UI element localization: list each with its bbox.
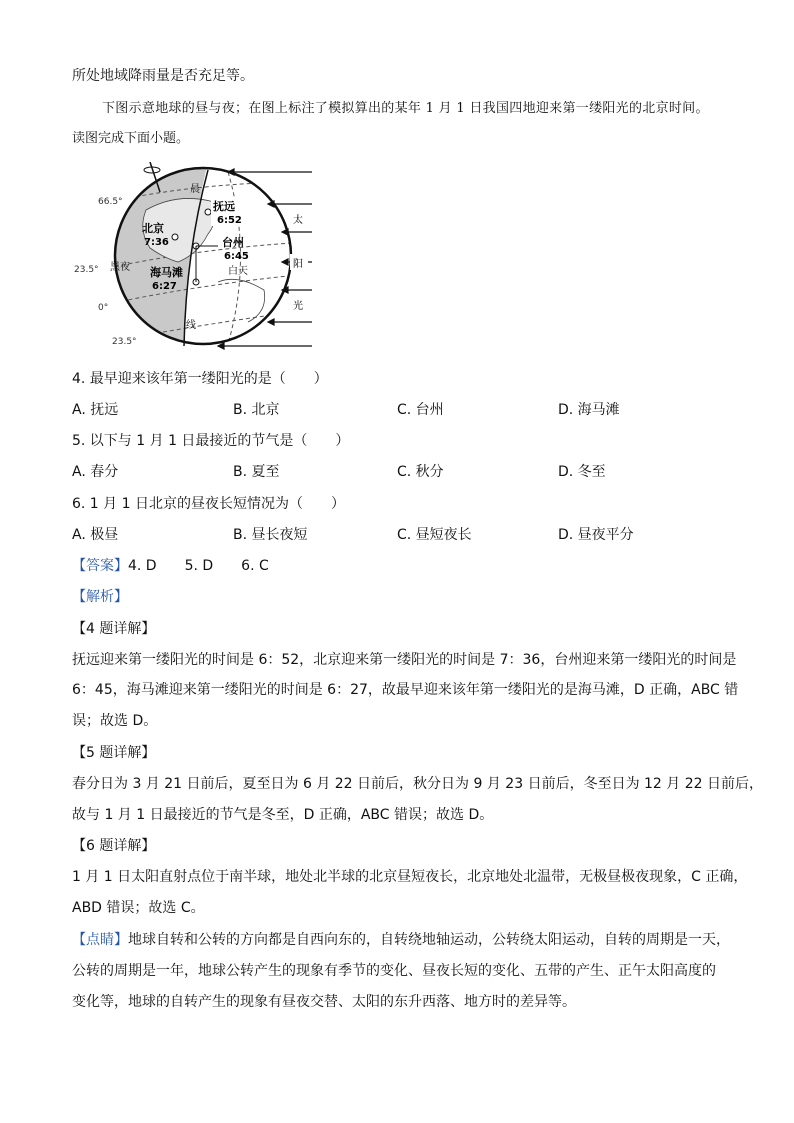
place-taizhou-time: 6:45 [224, 251, 249, 262]
chen-label: 晨 [190, 184, 200, 195]
q4-option-a[interactable]: A. 抚远 [72, 402, 119, 418]
sun-label-1: 太 [293, 215, 303, 226]
q6-option-b[interactable]: B. 昼长夜短 [233, 527, 308, 543]
place-fuyuan [211, 198, 242, 226]
place-beijing-name: 北京 [142, 222, 164, 235]
question-6-stem: 6. 1 月 1 日北京的昼夜长短情况为（ ） [72, 496, 345, 512]
place-fuyuan-time: 6:52 [217, 215, 242, 226]
lat-0-label: 0° [98, 303, 109, 313]
question-5-stem: 5. 以下与 1 月 1 日最接近的节气是（ ） [72, 433, 350, 449]
q4-option-b[interactable]: B. 北京 [233, 402, 280, 418]
q5-option-d[interactable]: D. 冬至 [558, 464, 606, 480]
detail-6-line-1: 1 月 1 日太阳直射点位于南半球，地处北半球的北京昼短夜长，北京地处北温带，无极昼极夜现象，C 正确， [72, 869, 748, 885]
detail-6-line-2: ABD 错误；故选 C。 [72, 900, 205, 916]
figure-caption-cont: 读图完成下面小题。 [72, 131, 190, 146]
analysis-tag: 【解析】 [72, 589, 128, 605]
place-taizhou-name: 台州 [222, 236, 244, 249]
question-4-stem: 4. 最早迎来该年第一缕阳光的是（ ） [72, 371, 328, 387]
night-label: 黑夜 [110, 262, 130, 273]
place-fuyuan-name: 抚远 [213, 200, 235, 213]
q5-option-a[interactable]: A. 春分 [72, 464, 119, 480]
place-haimatan-name: 海马滩 [150, 266, 183, 279]
earth-day-night-figure [68, 162, 318, 356]
tip-text-1: 地球自转和公转的方向都是自西向东的，自转绕地轴运动，公转绕太阳运动，自转的周期是一天， [128, 932, 730, 948]
q5-option-c[interactable]: C. 秋分 [397, 464, 444, 480]
detail-5-line-2: 故与 1 月 1 日最接近的节气是冬至，D 正确，ABC 错误；故选 D。 [72, 807, 494, 823]
tip-line-3: 变化等，地球的自转产生的现象有昼夜交替、太阳的东升西落、地方时的差异等。 [72, 994, 576, 1010]
xian-label: 线 [186, 320, 196, 331]
answer-text: 4. D 5. D 6. C [128, 558, 269, 574]
place-haimatan-time: 6:27 [152, 281, 177, 292]
lat-23n-label: 23.5° [74, 265, 99, 275]
day-label: 白天 [228, 266, 248, 277]
tip-line-2: 公转的周期是一年，地球公转产生的现象有季节的变化、昼夜长短的变化、五带的产生、正午太阳高度的 [72, 963, 716, 979]
detail-6-title: 【6 题详解】 [72, 838, 156, 854]
q4-option-c[interactable]: C. 台州 [397, 402, 444, 418]
sun-label-3: 光 [293, 301, 303, 312]
detail-4-line-3: 误；故选 D。 [72, 713, 158, 729]
answer-line [72, 556, 269, 576]
intro-line: 所处地域降雨量是否充足等。 [72, 68, 254, 84]
place-beijing-time: 7:36 [144, 237, 169, 248]
tip-tag: 【点睛】 [72, 932, 128, 948]
detail-5-line-1: 春分日为 3 月 21 日前后，夏至日为 6 月 22 日前后，秋分日为 9 月 23 日前后，冬至日为 12 月 22 日前后， [72, 776, 763, 792]
tip-line-1 [72, 930, 730, 950]
q6-option-c[interactable]: C. 昼短夜长 [397, 527, 472, 543]
figure-caption: 下图示意地球的昼与夜；在图上标注了模拟算出的某年 1 月 1 日我国四地迎来第一缕阳光的北京时间。 [102, 101, 709, 116]
detail-5-title: 【5 题详解】 [72, 745, 156, 761]
q6-option-a[interactable]: A. 极昼 [72, 527, 119, 543]
q6-option-d[interactable]: D. 昼夜平分 [558, 527, 634, 543]
detail-4-line-2: 6：45，海马滩迎来第一缕阳光的时间是 6：27，故最早迎来该年第一缕阳光的是海马滩，D 正确，ABC 错 [72, 682, 739, 698]
lat-23s-label: 23.5° [112, 337, 137, 347]
lat-66-label: 66.5° [98, 197, 123, 207]
detail-4-title: 【4 题详解】 [72, 621, 156, 637]
sun-label-2: 阳 [293, 259, 303, 270]
detail-4-line-1: 抚远迎来第一缕阳光的时间是 6：52，北京迎来第一缕阳光的时间是 7：36，台州迎来第一缕阳光的时间是 [72, 652, 737, 668]
answer-tag: 【答案】 [72, 558, 128, 574]
q4-option-d[interactable]: D. 海马滩 [558, 402, 620, 418]
q5-option-b[interactable]: B. 夏至 [233, 464, 280, 480]
